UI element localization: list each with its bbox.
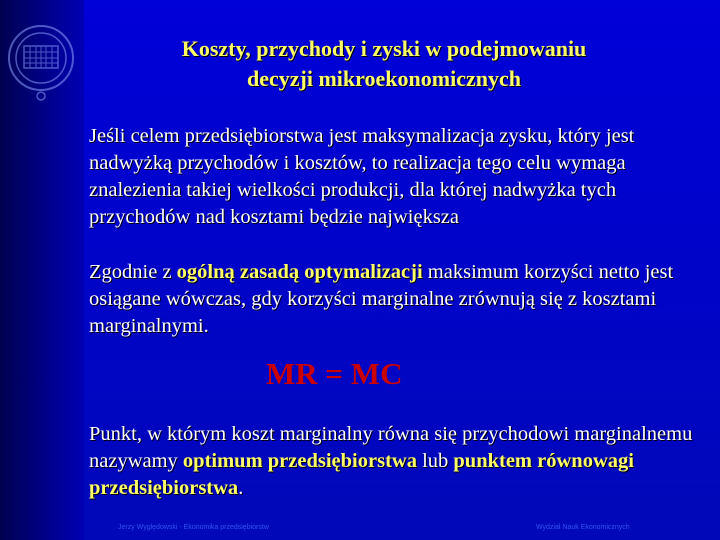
mr-mc-formula: MR = MC [266,356,403,391]
paragraph-optimization-rule [89,259,715,340]
paragraph-profit-goal: Jeśli celem przedsiębiorstwa jest maksymalizacja zysku, który jest nadwyżką przychodów i kosztów, to realizacja tego celu wymaga znalezienia takiej wielkości produkcji, dla której nadwyżka tych przychodów nad kosztami będzie największa [89,125,635,228]
footer-right: Wydział Nauk Ekonomicznych [536,524,630,531]
university-emblem-icon [6,22,76,102]
paragraph-equilibrium-middle: lub [416,450,454,472]
paragraph-equilibrium [89,421,715,502]
slide-title-line-2: decyzji mikroekonomicznych [247,66,521,91]
footer-left: Jerzy Wyględowski - Ekonomika przedsiębiorstw [118,524,269,531]
paragraph-equilibrium-after: . [238,477,244,499]
firm-optimum-highlight: optimum przedsiębiorstwa [182,450,417,472]
slide-title [84,34,684,94]
firm-equilibrium-highlight: punktem równowagi przedsiębiorstwa [89,450,634,499]
optimization-principle-highlight: ogólną zasadą optymalizacji [176,261,423,283]
paragraph-equilibrium-before: Punkt, w którym koszt marginalny równa się przychodowi marginalnemu nazywamy [89,423,693,472]
paragraph-optimization-rule-after: maksimum korzyści netto jest osiągane wówczas, gdy korzyści marginalne zrównują się z kosztami marginalnymi. [89,261,674,337]
paragraph-optimization-rule-before: Zgodnie z [89,261,177,283]
slide-title-line-1: Koszty, przychody i zyski w podejmowaniu [181,36,587,61]
